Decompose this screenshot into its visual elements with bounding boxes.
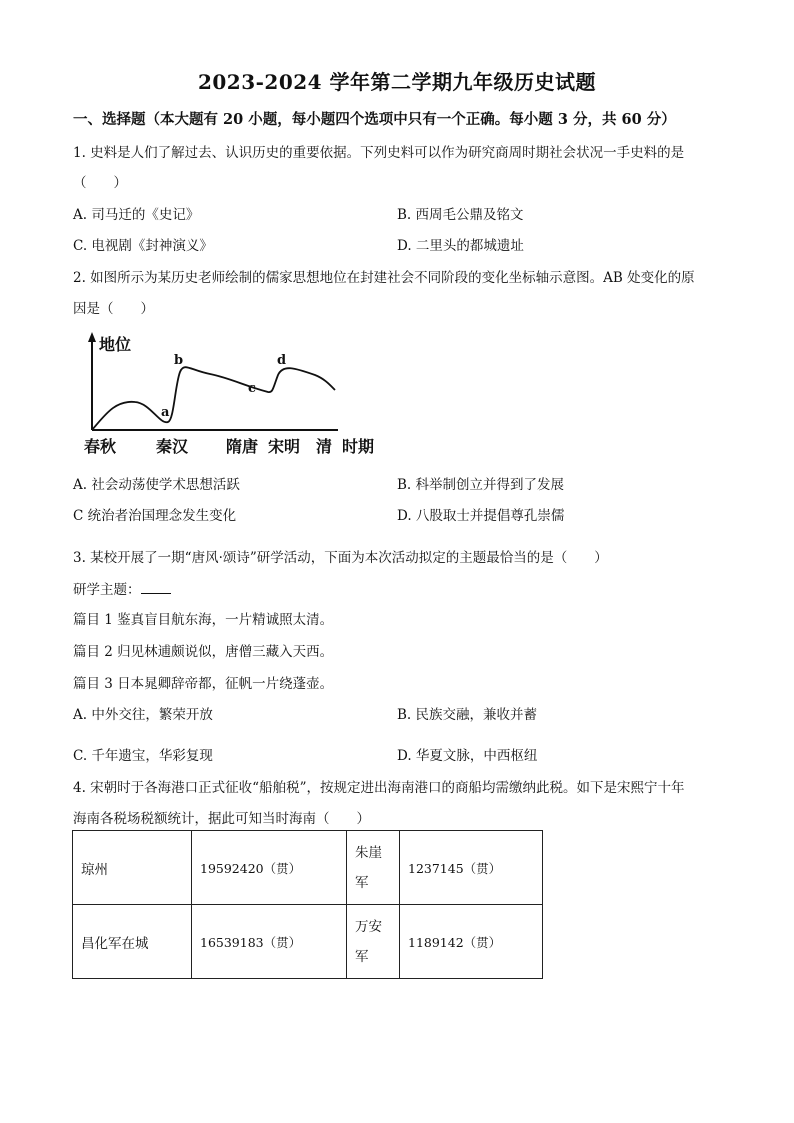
q2-stem-cont: 因是（ ）: [73, 301, 154, 317]
y-axis-arrow: [88, 332, 96, 342]
x-tick-qing: 清: [316, 437, 333, 456]
table-cell: 琼州: [73, 831, 192, 905]
confucianism-status-diagram: [80, 330, 390, 462]
q3-option-a: A. 中外交往，繁荣开放: [73, 707, 213, 723]
point-a-label: a: [161, 405, 170, 420]
q1-option-d: D. 二里头的都城遗址: [397, 238, 524, 254]
point-c-label: c: [248, 381, 256, 396]
table-row: [73, 831, 543, 905]
q2-option-a: A. 社会动荡使学术思想活跃: [73, 477, 240, 493]
q1-stem-cont: （ ）: [73, 175, 127, 191]
q1-option-b: B. 西周毛公鼎及铭文: [397, 207, 524, 223]
q3-option-c: C. 千年遗宝，华彩复现: [73, 748, 213, 764]
x-tick-suitang: 隋唐: [226, 437, 259, 456]
q4-stem-cont: 海南各税场税额统计，据此可知当时海南（ ）: [73, 811, 370, 827]
q4-stem: 4. 宋朝时于各海港口正式征收“船舶税”，按规定进出海南港口的商船均需缴纳此税。如下是宋熙宁十年: [73, 780, 685, 796]
x-tick-songming: 宋明: [268, 437, 301, 456]
table-cell: 昌化军在城: [73, 905, 192, 979]
tax-table: [72, 830, 543, 979]
section-heading: 一、选择题（本大题有 20 小题，每小题四个选项中只有一个正确。每小题 3 分，共 60 分）: [73, 111, 676, 128]
x-tick-chunqiu: 春秋: [84, 437, 117, 456]
table-cell: 万安军: [347, 905, 400, 979]
q3-stem: 3. 某校开展了一期“唐风·颂诗”研学活动，下面为本次活动拟定的主题最恰当的是（ ）: [73, 550, 608, 566]
table-cell: 1189142（贯）: [400, 905, 543, 979]
table-row: [73, 905, 543, 979]
q3-piece-3: 篇目 3 日本晁卿辞帝都，征帆一片绕蓬壶。: [73, 676, 334, 692]
q3-piece-1: 篇目 1 鉴真盲目航东海，一片精诚照太清。: [73, 612, 334, 628]
q1-option-c: C. 电视剧《封神演义》: [73, 238, 213, 254]
q3-piece-2: 篇目 2 归见林逋颇说似，唐僧三藏入天西。: [73, 644, 334, 660]
point-b-label: b: [174, 353, 184, 368]
x-tick-qinhan: 秦汉: [156, 437, 189, 456]
table-cell: 16539183（贯）: [192, 905, 347, 979]
q2-option-d: D. 八股取士并提倡尊孔崇儒: [397, 508, 565, 524]
x-axis-label: 时期: [342, 437, 375, 456]
status-curve: [92, 367, 335, 430]
table-cell: 1237145（贯）: [400, 831, 543, 905]
page-title: 2023-2024 学年第二学期九年级历史试题: [197, 70, 597, 94]
q3-topic-blank: [141, 581, 171, 594]
q2-option-b: B. 科举制创立并得到了发展: [397, 477, 565, 493]
q1-option-a: A. 司马迁的《史记》: [73, 207, 200, 223]
q3-option-b: B. 民族交融，兼收并蓄: [397, 707, 538, 723]
q3-option-d: D. 华夏文脉，中西枢纽: [397, 748, 538, 764]
q3-topic-label: 研学主题：: [73, 582, 141, 598]
table-cell: 朱崖军: [347, 831, 400, 905]
table-cell: 19592420（贯）: [192, 831, 347, 905]
q3-topic: [73, 578, 171, 598]
point-d-label: d: [277, 353, 287, 368]
q2-option-c: C 统治者治国理念发生变化: [73, 508, 237, 524]
y-axis-label: 地位: [99, 335, 132, 354]
q1-stem: 1. 史料是人们了解过去、认识历史的重要依据。下列史料可以作为研究商周时期社会状况一手史料的是: [73, 145, 685, 161]
q2-stem: 2. 如图所示为某历史老师绘制的儒家思想地位在封建社会不同阶段的变化坐标轴示意图。AB 处变化的原: [73, 270, 695, 286]
